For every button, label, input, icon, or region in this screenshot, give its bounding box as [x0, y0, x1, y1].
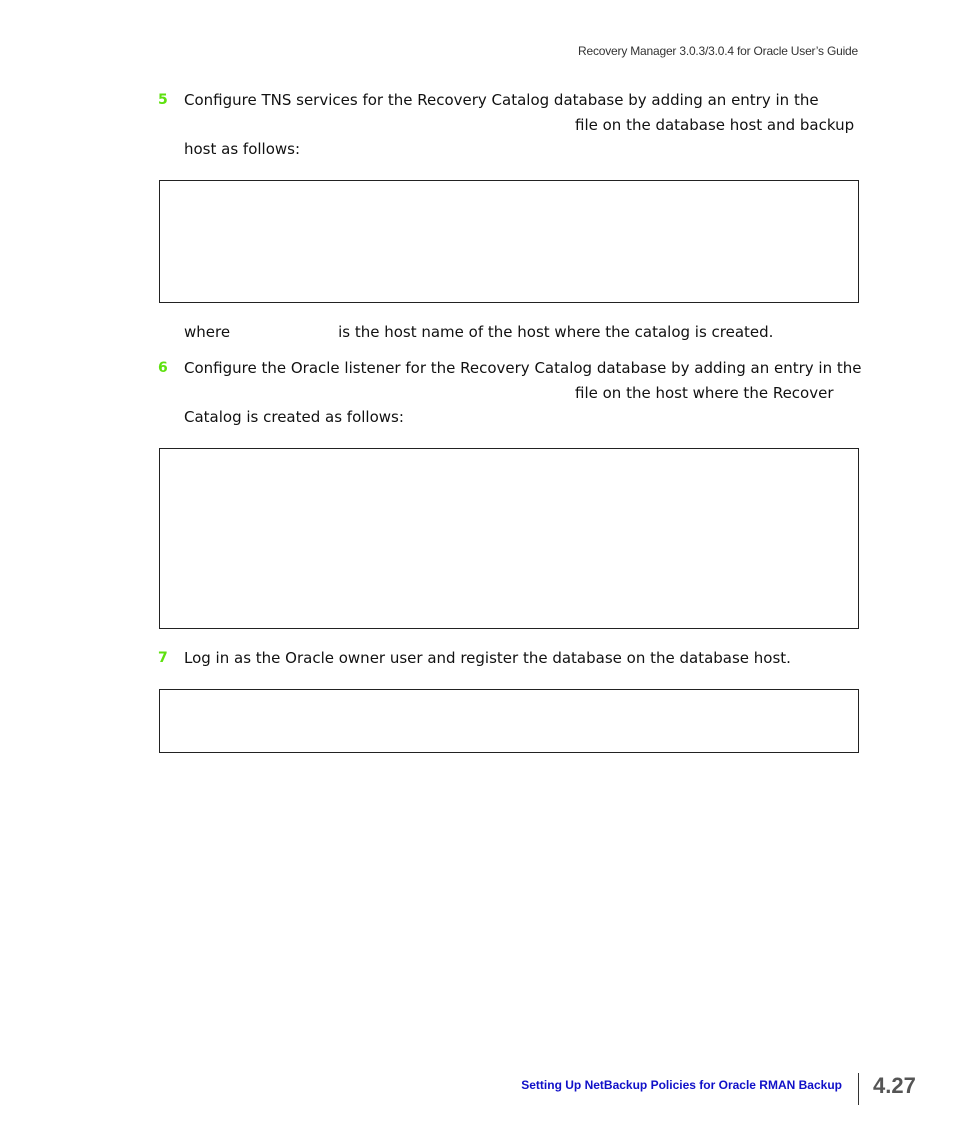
step-line: file on the database host and backup [575, 115, 855, 134]
step-line: Configure the Oracle listener for the Recovery Catalog database by adding an entry in the [184, 359, 862, 377]
step-line: Catalog is created as follows: [184, 408, 404, 426]
where-prefix: where [184, 323, 231, 341]
footer-section-title: Setting Up NetBackup Policies for Oracle RMAN Backup [521, 1078, 842, 1092]
code-box-register [159, 689, 859, 753]
footer-divider [858, 1073, 859, 1105]
step-text [184, 356, 862, 430]
step-text [184, 646, 858, 671]
step-5 [158, 88, 858, 162]
running-header: Recovery Manager 3.0.3/3.0.4 for Oracle User’s Guide [578, 44, 858, 58]
step-6 [158, 356, 862, 430]
step-line: file on the host where the Recover [575, 383, 834, 402]
page-number: 4.27 [873, 1073, 916, 1098]
step-line: Configure TNS services for the Recovery Catalog database by adding an entry in the [184, 91, 819, 109]
where-note [184, 320, 773, 344]
step-number: 5 [158, 92, 168, 108]
code-box-tnsnames [159, 180, 859, 303]
step-7 [158, 646, 858, 671]
step-line: Log in as the Oracle owner user and register the database on the database host. [184, 649, 791, 667]
step-number: 6 [158, 360, 168, 376]
step-line: host as follows: [184, 140, 301, 158]
step-number: 7 [158, 650, 168, 666]
where-suffix: is the host name of the host where the catalog is created. [338, 323, 774, 341]
code-box-listener [159, 448, 859, 629]
step-text [184, 88, 858, 162]
